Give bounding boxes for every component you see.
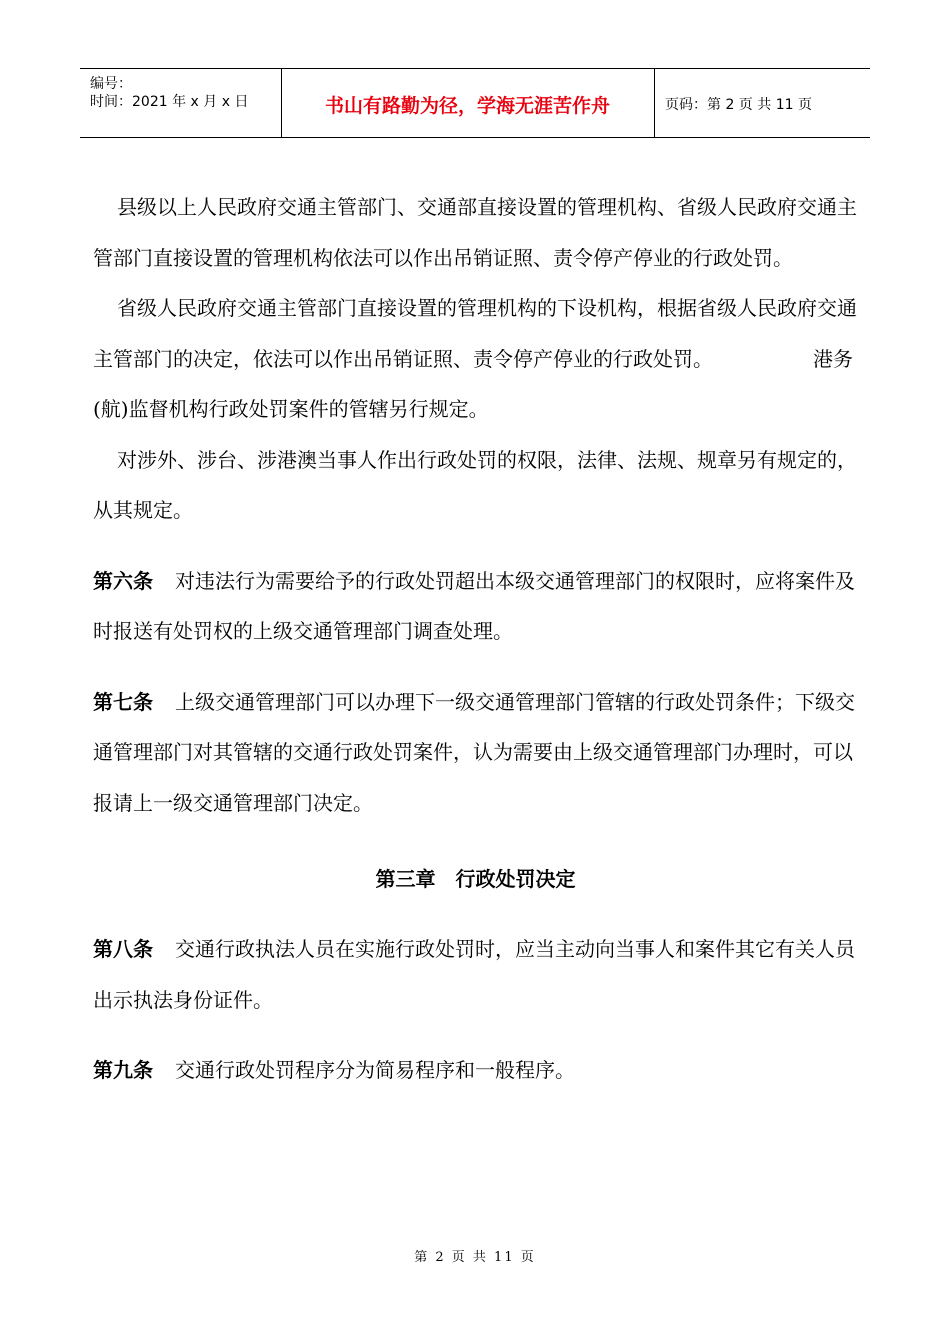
article-label: 第八条 [93,937,153,961]
body-paragraph-text: 港务(航)监督机构行政处罚案件的管辖另行规定。 [93,346,853,421]
article-label: 第九条 [93,1058,153,1082]
header-motto: 书山有路勤为径，学海无涯苦作舟 [324,95,610,117]
body-paragraph-text: 省级人民政府交通主管部门直接设置的管理机构的下设机构，根据省级人民政府交通主管部门的决定，依法可以作出吊销证照、责令停产停业的行政处罚。 [93,296,857,371]
document-date-label: 时间：2021 年 x 月 x 日 [90,94,249,110]
chapter-heading: 第三章 行政处罚决定 [375,867,576,891]
article-text: 交通行政处罚程序分为简易程序和一般程序。 [175,1058,575,1082]
body-paragraph [93,283,858,435]
header-motto-cell [281,69,655,137]
article-text: 上级交通管理部门可以办理下一级交通管理部门管辖的行政处罚条件；下级交通管理部门对其管辖的交通行政处罚案件，认为需要由上级交通管理部门办理时，可以报请上一级交通管理部门决定。 [93,689,855,815]
document-number-label: 编号： [90,76,132,92]
document-header [80,68,870,138]
article-7 [93,677,858,829]
header-page-cell [655,69,870,137]
article-label: 第七条 [93,689,153,714]
body-paragraph: 县级以上人民政府交通主管部门、交通部直接设置的管理机构、省级人民政府交通主管部门直接设置的管理机构依法可以作出吊销证照、责令停产停业的行政处罚。 [93,195,857,270]
body-paragraph: 对涉外、涉台、涉港澳当事人作出行政处罚的权限，法律、法规、规章另有规定的，从其规定。 [93,447,857,522]
header-meta-cell [80,69,282,137]
header-page-info: 页码：第 2 页 共 11 页 [665,97,812,113]
article-9 [93,1045,858,1096]
document-body [93,182,858,1096]
article-8 [93,924,858,1025]
article-label: 第六条 [93,568,153,593]
article-6 [93,556,858,657]
article-text: 交通行政执法人员在实施行政处罚时，应当主动向当事人和案件其它有关人员出示执法身份证件。 [93,937,855,1012]
page-footer: 第 2 页 共 11 页 [414,1250,536,1265]
article-text: 对违法行为需要给予的行政处罚超出本级交通管理部门的权限时，应将案件及时报送有处罚权的上级交通管理部门调查处理。 [93,568,855,643]
